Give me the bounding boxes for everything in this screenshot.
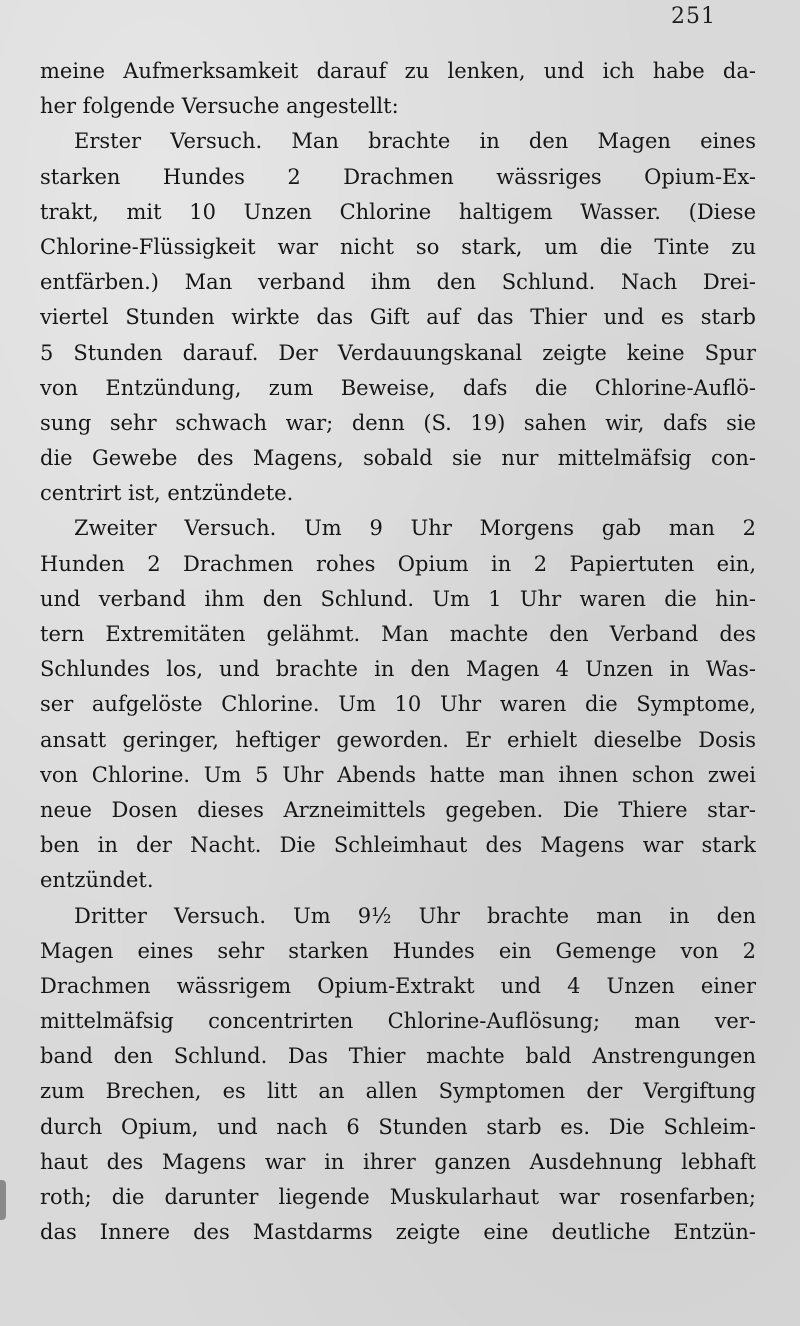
text-line: entzündet. [40, 868, 154, 893]
body-text [40, 54, 756, 1250]
text-line: Schlundes los, und brachte in den Magen 4 Unzen in Was- [40, 657, 756, 682]
text-line: Drachmen wässrigem Opium-Extrakt und 4 Unzen einer [40, 973, 756, 998]
text-line: Erster Versuch. Man brachte in den Magen eines [74, 129, 756, 154]
text-line: ben in der Nacht. Die Schleimhaut des Magens war stark [40, 833, 756, 858]
text-line: ser aufgelöste Chlorine. Um 10 Uhr waren die Symptome, [40, 692, 756, 717]
text-line: roth; die darunter liegende Muskularhaut war rosenfarben; [40, 1185, 756, 1209]
text-line: neue Dosen dieses Arzneimittels gegeben. Die Thiere star- [40, 797, 756, 822]
text-line: starken Hundes 2 Drachmen wässriges Opium-Ex- [40, 164, 756, 189]
text-line: von Chlorine. Um 5 Uhr Abends hatte man ihnen schon zwei [40, 762, 756, 787]
text-line: die Gewebe des Magens, sobald sie nur mittelmäfsig con- [40, 446, 756, 471]
text-line: und verband ihm den Schlund. Um 1 Uhr waren die hin- [40, 586, 756, 611]
text-line: zum Brechen, es litt an allen Symptomen der Vergiftung [40, 1079, 756, 1104]
text-line: tern Extremitäten gelähmt. Man machte den Verband des [40, 622, 756, 646]
binding-edge-mark [0, 1180, 6, 1220]
text-line: her folgende Versuche angestellt: [40, 94, 399, 119]
text-line: ansatt geringer, heftiger geworden. Er erhielt dieselbe Dosis [40, 727, 756, 752]
text-line: band den Schlund. Das Thier machte bald Anstrengungen [40, 1044, 756, 1069]
text-line: sung sehr schwach war; denn (S. 19) sahen wir, dafs sie [40, 410, 756, 435]
text-line: das Innere des Mastdarms zeigte eine deutliche Entzün- [40, 1220, 756, 1245]
text-line: Chlorine-Flüssigkeit war nicht so stark, um die Tinte zu [40, 234, 756, 259]
text-line: Zweiter Versuch. Um 9 Uhr Morgens gab man 2 [74, 516, 756, 541]
page-number: 251 [671, 4, 716, 29]
text-line: Hunden 2 Drachmen rohes Opium in 2 Papiertuten ein, [40, 551, 756, 576]
text-line: durch Opium, und nach 6 Stunden starb es. Die Schleim- [40, 1114, 756, 1139]
text-line: viertel Stunden wirkte das Gift auf das Thier und es starb [40, 305, 756, 330]
text-line: mittelmäfsig concentrirten Chlorine-Auflösung; man ver- [40, 1009, 756, 1034]
text-line: Magen eines sehr starken Hundes ein Gemenge von 2 [40, 938, 756, 963]
text-line: trakt, mit 10 Unzen Chlorine haltigem Wasser. (Diese [40, 199, 756, 224]
text-line: Dritter Versuch. Um 9½ Uhr brachte man in den [74, 903, 756, 928]
text-line: entfärben.) Man verband ihm den Schlund. Nach Drei- [40, 270, 756, 295]
text-line: centrirt ist, entzündete. [40, 481, 294, 506]
text-line: meine Aufmerksamkeit darauf zu lenken, und ich habe da- [40, 59, 756, 83]
text-line: von Entzündung, zum Beweise, dafs die Chlorine-Auflö- [40, 375, 756, 400]
text-line: haut des Magens war in ihrer ganzen Ausdehnung lebhaft [40, 1149, 756, 1174]
text-line: 5 Stunden darauf. Der Verdauungskanal zeigte keine Spur [40, 340, 756, 365]
